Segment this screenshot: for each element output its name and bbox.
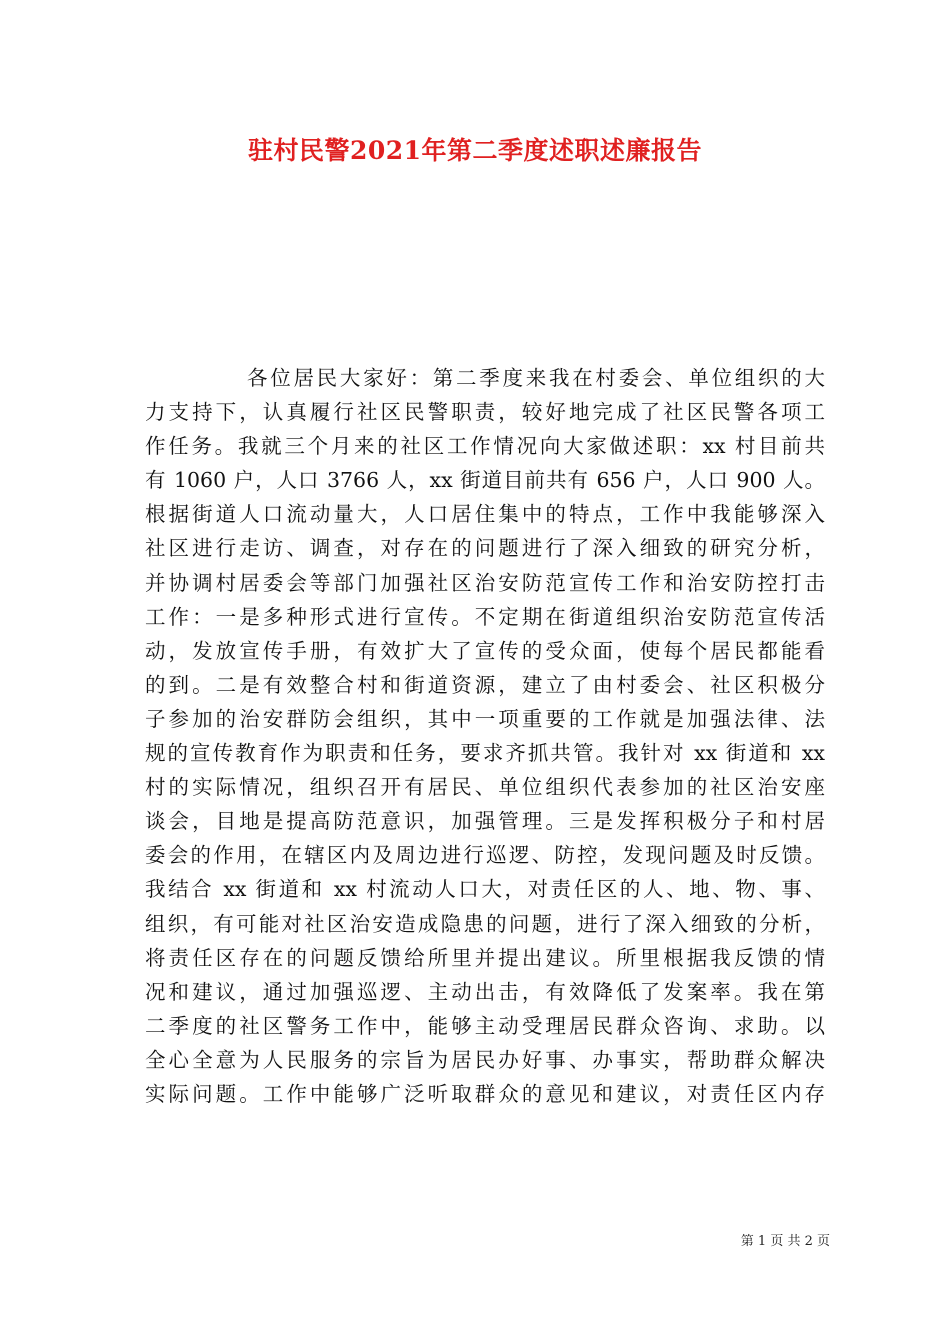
page-number-footer: 第 1 页 共 2 页 [740,1234,830,1249]
body-line: 各位居民大家好：第二季度来我在村委会、单位组织的大 [247,366,825,390]
body-line: 作任务。我就三个月来的社区工作情况向大家做述职：xx 村目前共 [145,434,825,459]
body-line: 的到。二是有效整合村和街道资源，建立了由村委会、社区积极分 [145,672,825,697]
body-line: 社区进行走访、调查，对存在的问题进行了深入细致的研究分析， [145,536,825,561]
body-line: 力支持下，认真履行社区民警职责，较好地完成了社区民警各项工 [145,400,825,425]
body-line: 谈会，目地是提高防范意识，加强管理。三是发挥积极分子和村居 [145,809,825,834]
body-line: 动，发放宣传手册，有效扩大了宣传的受众面，使每个居民都能看 [145,638,825,663]
document-body [145,361,825,1111]
body-line: 并协调村居委会等部门加强社区治安防范宣传工作和治安防控打击 [145,570,825,595]
body-line: 村的实际情况，组织召开有居民、单位组织代表参加的社区治安座 [145,775,825,800]
body-line: 组织，有可能对社区治安造成隐患的问题，进行了深入细致的分析， [145,911,825,936]
body-line: 子参加的治安群防会组织，其中一项重要的工作就是加强法律、法 [145,706,825,731]
body-line: 实际问题。工作中能够广泛听取群众的意见和建议，对责任区内存 [145,1081,825,1106]
body-line: 根据街道人口流动量大，人口居住集中的特点，工作中我能够深入 [145,502,825,527]
body-line: 我结合 xx 街道和 xx 村流动人口大，对责任区的人、地、物、事、 [145,877,825,902]
body-line: 二季度的社区警务工作中，能够主动受理居民群众咨询、求助。以 [145,1013,825,1038]
document-title: 驻村民警2021年第二季度述职述廉报告 [247,136,703,165]
body-line: 全心全意为人民服务的宗旨为居民办好事、办事实，帮助群众解决 [145,1047,825,1072]
body-line: 规的宣传教育作为职责和任务，要求齐抓共管。我针对 xx 街道和 xx [145,741,825,766]
body-line: 况和建议，通过加强巡逻、主动出击，有效降低了发案率。我在第 [145,979,825,1004]
body-line: 将责任区存在的问题反馈给所里并提出建议。所里根据我反馈的情 [145,945,825,970]
body-line: 工作：一是多种形式进行宣传。不定期在街道组织治安防范宣传活 [145,604,825,629]
body-line: 委会的作用，在辖区内及周边进行巡逻、防控，发现问题及时反馈。 [145,843,825,868]
body-line: 有 1060 户，人口 3766 人，xx 街道目前共有 656 户，人口 900 人。 [145,468,825,493]
